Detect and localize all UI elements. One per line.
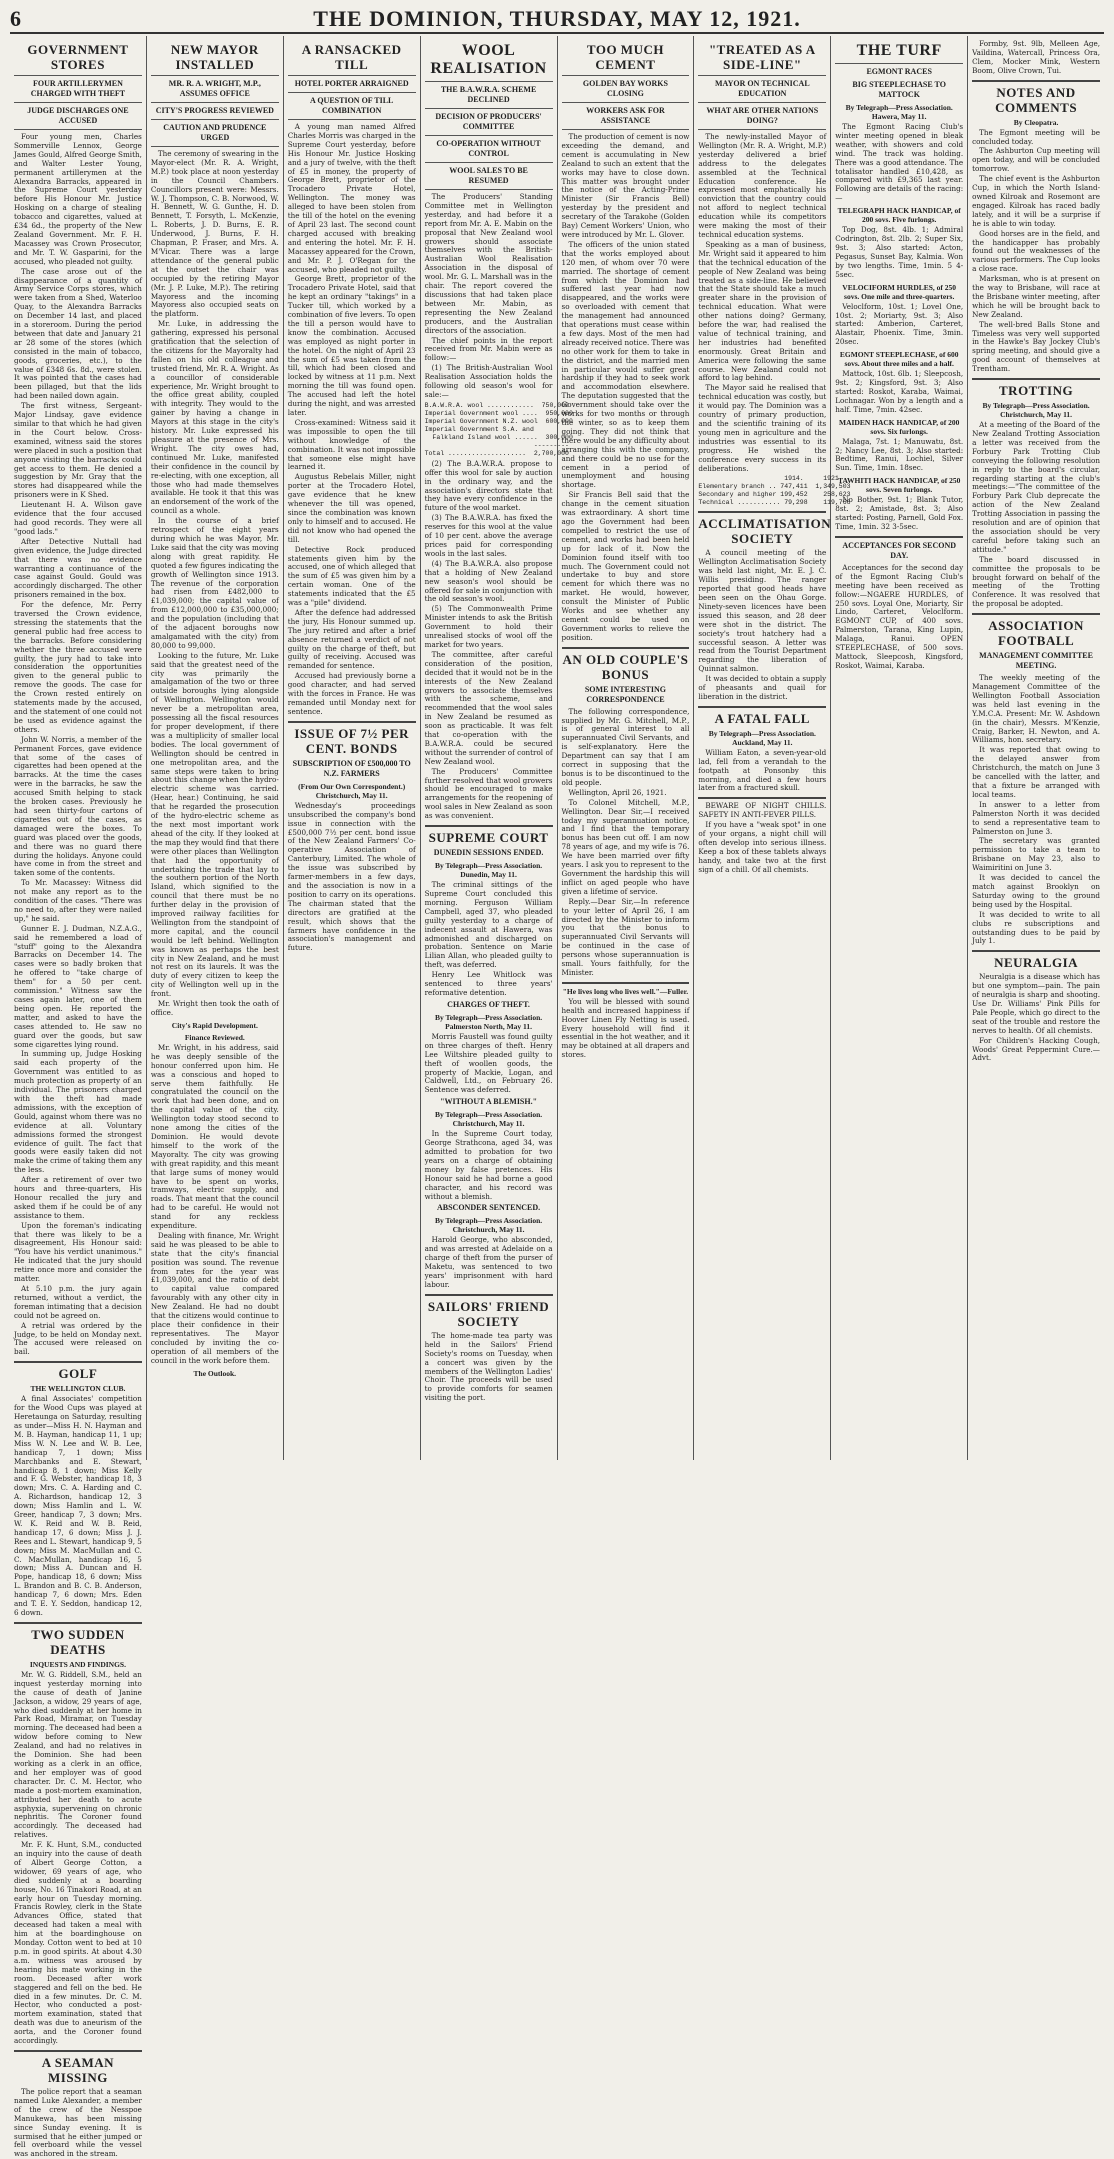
paragraph: (4) The B.A.W.R.A. also propose that a holding of New Zealand new season's wool should be offered for sale in conjunction with the old season's wool. <box>424 558 553 604</box>
deck: SOME INTERESTING CORRESPONDENCE <box>584 684 666 704</box>
deck: CAUTION AND PRUDENCE URGED <box>163 123 267 142</box>
paragraph: Formby, 9st. 9lb, Melleen Age, Vaildina, Watercall, Princess Ora, Clem, Mocker Mink, Western Boom, Olive Crown, Tui. <box>972 39 1100 75</box>
headline-government-stores: GOVERNMENT STORES <box>27 42 129 72</box>
paragraph: Sir Francis Bell said that the change in the cement situation was extraordinary. A short time ago the Government had been compelled to restrict the use of cement, and works had been held up for lack of it. Now the Dominion found itself with too much. The Government could not undertake to buy and store cement for which there was no market. He would, however, consult the Minister of Public Works and see whether any cement could be used on Government works to relieve the position. <box>561 490 690 642</box>
paragraph: A council meeting of the Wellington Acclimatisation Society was held last night, Mr. E. J. C. Willis presiding. The ranger reported that good heads have been seen on the Ohau Gorge. Ninety-seven licences have been issued this season, and 28 deer were shot in the district. The society's trout hatchery had a successful season. A letter was read from the Tourist Department regarding the liberation of Quinnat salmon. <box>698 548 827 674</box>
subhead: By Telegraph—Press Association. Palmerston North, May 11. <box>434 1012 543 1031</box>
deck: ABSCONDER SENTENCED. <box>436 1203 541 1213</box>
deck: CO-OPERATION WITHOUT CONTROL <box>436 139 541 158</box>
article-body <box>562 998 690 1060</box>
paragraph: The weekly meeting of the Management Committee of the Wellington Football Association was held last evening in the Y.M.C.A. Present: Mr. W. Ashdown (in the chair), Messrs. M'Kenzie, Craig, Barker, H. Newton, and A. Williams, hon. secretary. <box>972 673 1100 745</box>
paragraph: Harold George, who absconded, and was arrested at Adelaide on a charge of theft from the purser of Maketu, was sentenced to two years' imprisonment with hard labour. <box>424 1235 553 1289</box>
paragraph: The production of cement is now exceeding the demand, and cement is accumulating in New Zealand to such an extent that the works may have to close down. This matter was brought under the notice of the Acting-Prime Minister (Sir Francis Bell) yesterday by the president and secretary of the Tarakohe (Golden Bay) Cement Workers' Union, who were introduced by Mr. L. Glover. <box>561 132 690 239</box>
paragraph: The board discussed in committee the proposals to be brought forward on behalf of the meeting of the Trotting Conference. It was resolved that the proposal be adopted. <box>972 554 1100 609</box>
paragraph: The case arose out of the disappearance of a quantity of Army Service Corps stores, which were taken from a Shed, Waterloo Quay, to the Alexandra Barracks on December 14 last, and placed in a storeroom. During the period between that date and January 21 ar 28 some of the stores (which consisted in the main of tobacco, goods, groceries, etc.), to the value of £348 6s. 8d., were stolen. It was pointed that the cases had been pillaged, but that the lids had been nailed down again. <box>14 266 142 401</box>
paragraph: Mr. Wright then took the oath of office. <box>150 999 279 1017</box>
paragraph: For the defence, Mr. Perry traversed the Crown evidence, stressing the statements that the general public had free access to the barracks. Before considering whether the three accused were guilty, the jury had to take into consideration the opportunities given to the general public to remove the goods. The case for the Crown rested entirely on statements made by the accused, and the statement of one could not be used as evidence against the others. <box>14 600 142 734</box>
paragraph: A young man named Alfred Charles Morris was charged in the Supreme Court yesterday, before His Honour Mr. Justice Hosking and a jury of twelve, with the theft of £5 in money, the property of George Brett, proprietor of the Trocadero Private Hotel, Wellington. The money was alleged to have been stolen from the till of the hotel on the evening of April 23 last. The second count charged accused with breaking and entering the hotel. Mr. F. H. Macassey appeared for the Crown, and Mr. P. J. O'Regan for the accused, who pleaded not guilty. <box>287 122 416 274</box>
paragraph: (5) The Commonwealth Prime Minister intends to ask the British Government to hold their unrealised stocks of wool off the market for two years. <box>424 604 553 649</box>
paragraph: Reply.—Dear Sir,—In reference to your letter of April 26, I am directed by the Minister to inform you that the bonus to superannuated Civil Servants will be continued in the case of persons whose superannuation is small. Yours faithfully, for the Minister. <box>561 896 690 977</box>
paragraph: It was decided to cancel the match against Brooklyn on Saturday owing to the ground being used by the Hospital. <box>972 873 1100 909</box>
article-body <box>425 881 553 998</box>
deck: "WITHOUT A BLEMISH." <box>440 1097 538 1107</box>
paragraph: In answer to a letter from Palmerston North it was decided to send a representative team to Palmerston on June 3. <box>972 799 1100 836</box>
race-result: Top Dog, 8st. 4lb. 1; Admiral Codrington, 8st. 2lb. 2; Super Six, 9st. 3; Also started: Acton, Pegasus, Sunset Bay, Kalmia. Won by two lengths. Time, 1min. 5 4-5sec. <box>835 225 964 279</box>
column-6 <box>694 36 851 1460</box>
subhead: By Telegraph—Press Association. Christchurch, May 11. <box>434 1216 543 1235</box>
article-body <box>425 193 553 400</box>
deck: ACCEPTANCES FOR SECOND DAY. <box>842 540 956 560</box>
headline-supreme-court: SUPREME COURT <box>428 830 549 846</box>
deck: SUBSCRIPTION OF £500,000 TO N.Z. FARMERS <box>292 758 411 778</box>
subhead: THE WELLINGTON CLUB. <box>30 1384 126 1394</box>
page-number: 6 <box>10 6 21 31</box>
race-results <box>835 206 963 532</box>
paragraph: Cross-examined: Witness said it was impossible to open the till without knowledge of the combination. It was not impossible that someone else might have learned it. <box>287 417 416 472</box>
headline-too-much-cement: TOO MUCH CEMENT <box>586 42 664 72</box>
article-body <box>698 133 826 473</box>
deck: WOOL SALES TO BE RESUMED <box>449 166 528 185</box>
paper-title: THE DOMINION, THURSDAY, MAY 12, 1921. <box>313 6 801 31</box>
paragraph: Mr. Wright, in his address, said he was deeply sensible of the honour conferred upon him. He was a conscious and hoped to serve them faithfully. He congratulated the council on the work that had been done, and on the capital value of the city. Wellington today stood second to none among the cities of the Dominion. He would devote himself to the work of the Mayoralty. The city was growing with great rapidity, and this meant that large sums of money would have to be spent on works, tramways, electric supply, and roads. That meant that the council had to be careful. He would not stand for any reckless expenditure. <box>150 1042 279 1231</box>
deck: FOUR ARTILLERYMEN CHARGED WITH THEFT <box>30 79 126 98</box>
paragraph: (1) The British-Australian Wool Realisation Association holds the following old season's wool for sale:— <box>424 363 553 399</box>
paragraph: In the course of a brief retrospect of the eight years during which he was Mayor, Mr. Luke said that the city was moving along with great rapidity. He quoted a few figures indicating the growth of Wellington since 1913. The revenue of the corporation had risen from £482,000 to £1,039,000; the capital value of from £12,000,000 to £35,000,000; and the population (including that of the adjacent boroughs now amalgamated with the city) from 80,000 to 99,000. <box>150 516 279 650</box>
article-body <box>972 421 1100 609</box>
paragraph: It was reported that owing to the delayed answer from Christchurch, the match on June 3 be cancelled with the latter, and that a fixture be arranged with local teams. <box>972 745 1100 799</box>
paragraph: A final Associates' competition for the Wood Cups was played at Heretaunga on Saturday, resulting as under—Miss H. N. Hayman and M. B. Hayman, handicap 11, 1 up; Miss W. N. Lee and W. B. Lee, handicap 7, 1 down; Miss Marchbanks and E. Stewart, handicap 8, 1 down; Miss Kelly and F. G. Webster, handicap 18, 3 down; Mrs. C. A. Harding and C. A. Richardson, handicap 12, 3 down; Miss Hamlin and L. W. Greer, handicap 7, 3 down; Mrs. W. K. Reid and W. B. Reid, handicap 17, 6 down; Miss J. J. Rees and L. Stewart, handicap 9, 5 down; Miss M. MacMullan and C. C. MacMullan, handicap 16, 5 down; Miss A. Duncan and H. Pope, handicap 18, 6 down; Miss L. Brandon and B. C. B. Anderson, handicap 7, 6 down; Mrs. Eden and T. E. Y. Seddon, handicap 12, 6 down. <box>14 1394 142 1617</box>
column-4 <box>421 36 573 1460</box>
paragraph: Lieutenant H. A. Wilson gave evidence that the four accused had good records. They were all "good lads." <box>14 500 142 536</box>
deck: GOLDEN BAY WORKS CLOSING <box>582 79 668 98</box>
paragraph: The Egmont meeting will be concluded today. <box>972 127 1100 146</box>
race-result: Veloclform, 10st. 1; Lovel One, 10st. 2; Moriarty, 9st. 3; Also started: Amberion, Carteret, Alastair, Phoenix. Time, 3min. 20sec. <box>835 301 964 347</box>
race-title: MAIDEN HACK HANDICAP, of 200 sovs. Six furlongs. <box>839 417 960 436</box>
headline-bonds: ISSUE OF 7½ PER CENT. BONDS <box>294 725 410 756</box>
deck: WHAT ARE OTHER NATIONS DOING? <box>706 106 819 125</box>
paragraph: The Ashburton Cup meeting will open today, and will be concluded tomorrow. <box>972 146 1100 174</box>
paragraph: The committee, after careful consideration of the position, decided that it would not be in the interests of the New Zealand growers to associate themselves with the scheme, and recommended that the wool sales in New Zealand be resumed as soon as practicable. It was felt that co-operation with the B.A.W.R.A. could be secured without the surrender of control of New Zealand wool. <box>424 649 553 766</box>
paragraph: Dealing with finance, Mr. Wright said he was pleased to be able to state that the city's financial position was sound. The revenue from rates for the year was £1,039,000, and the ratio of debt to capital value compared favourably with any other city in New Zealand. He had no doubt that the citizens would continue to place their confidence in their representatives. The Mayor concluded by inviting the co-operation of all members of the council in the work before them. <box>150 1230 279 1365</box>
race-result: No Bother, 9st. 1; Blank Tutor, 8st. 2; Amistade, 8st. 3; Also started: Posting, Parnell, Gold Fox. Time, 1min. 32 3-5sec. <box>835 495 964 531</box>
subhead: By Telegraph—Press Association. Hawera, May 11. <box>845 103 953 121</box>
article-body <box>835 564 963 671</box>
deck: MANAGEMENT COMMITTEE MEETING. <box>979 651 1093 671</box>
article-body <box>835 123 963 203</box>
paragraph: Acceptances for the second day of the Egmont Racing Club's meeting have been received as follow:—NGAERE HURDLES, of 250 sovs. Loyal One, Moriarty, Sir Lindo, Carteret, Veloclform. EGMONT CUP, of 400 sovs. Palmerston, Tarana, King Lupin, Malaga, Ranui. OPEN STEEPLECHASE, of 500 sovs. Mattock, Sleepcosh, Kingsford, Roskot, Waimai, Karaba. <box>835 562 964 670</box>
advert-quote: "He lives long who lives well."—Fuller. <box>562 986 689 996</box>
article-body <box>14 2088 142 2159</box>
headline-wool-realisation: WOOL REALISATION <box>430 42 547 77</box>
column-2 <box>147 36 284 1460</box>
paragraph: The secretary was granted permission to take a team to Brisbane on May 23, also to Waimiritini on June 3. <box>972 836 1100 873</box>
paragraph: Wellington, April 26, 1921. <box>568 787 667 797</box>
paragraph: The newly-installed Mayor of Wellington (Mr. R. A. Wright, M.P.) yesterday delivered a brief address to the delegates assembled at the Technical Education conference. He expressed most emphatically his conviction that the country could not afford to neglect technical education while its competitors were making the most of their technical education systems. <box>698 132 827 239</box>
article-body <box>151 1044 279 1366</box>
race-title: VELOCIFORM HURDLES, of 250 sovs. One mile and three-quarters. <box>842 282 957 301</box>
paragraph: The Producers' Committee further resolved that wool growers should be encouraged to make arrangements for the reopening of wool sales in New Zealand as soon as was convenient. <box>424 766 553 821</box>
column-1 <box>10 36 147 2159</box>
article-body <box>425 1236 553 1289</box>
paragraph: After the defence had addressed the jury, His Honour summed up. The jury retired and after a brief absence returned a verdict of not guilty on the charge of theft, but guilty of receiving. Accused was remanded for sentence. <box>287 607 416 671</box>
paragraph: In summing up, Judge Hosking said each property of the Government was entitled to as much protection as property of an individual. The prisoners charged with the theft had made admissions, with the exception of Gould, against whom there was no evidence at all. Voluntary admissions formed the strongest evidence of guilt. The fact that goods were easily taken did not make the crime of taking them any the less. <box>14 1049 142 1175</box>
headline-acclimatisation: ACCLIMATISATION SOCIETY <box>698 516 832 547</box>
headline-association-football: ASSOCIATION FOOTBALL <box>988 618 1084 649</box>
subhead: By Telegraph—Press Association. Auckland, May 11. <box>708 728 816 747</box>
article-body <box>972 129 1100 374</box>
paragraph: Four young men, Charles Sommerville Lennox, George James Gould, Alfred George Smith, and Walter Lester Young, permanent artillerymen at the Alexandra Barracks, appeared in the Supreme Court yesterday before His Honour Mr. Justice Hosking on a charge of stealing tobacco and cigarettes, valued at £34 6d., the property of the New Zealand Government. Mr. F. H. Macassey was Crown Prosecutor, and Mr. T. W. Gasparini, for the accused, who pleaded not guilty. <box>14 132 142 266</box>
paragraph: Henry Lee Whitlock was sentenced to three years' reformative detention. <box>424 970 553 997</box>
headline-new-mayor: NEW MAYOR INSTALLED <box>170 42 259 72</box>
advert <box>698 802 826 874</box>
article-body <box>425 1332 553 1403</box>
paragraph: Good horses are in the field, and the handicapper has probably found out the weaknesses of the various performers. The Cup looks a close race. <box>972 228 1100 274</box>
paragraph: Augustus Rebelais Miller, night porter at the Trocadero Hotel, gave evidence that he knew whenever the till was opened, since the combination was known only to himself and to accused. He did not know who had opened the till. <box>287 472 416 544</box>
paragraph: Morris Faustell was found guilty on three charges of theft. Henry Lee Wiltshire pleaded guilty to theft of woollen goods, the property of Mackie, Logan, and Caldwell, Ltd., on February 26. Sentence was deferred. <box>424 1031 553 1095</box>
deck: HOTEL PORTER ARRAIGNED <box>294 79 409 88</box>
article-body <box>562 133 690 643</box>
race-title: TAWHITI HACK HANDICAP, of 250 sovs. Seven furlongs. <box>838 476 961 495</box>
race-result: Mattock, 10st. 6lb. 1; Sleepcosh, 9st. 2; Kingsford, 9st. 3; Also started: Roskot, Karaba, Waimai, Lochnagar. Won by a length and a half. Time, 7min. 42sec. <box>835 369 964 414</box>
paragraph: The chief points in the report received from Mr. Mabin were as follow:— <box>424 335 553 363</box>
article-body <box>14 1671 142 2046</box>
paragraph: The officers of the union stated that the works employed about 120 men, of whom over 70 were married. The shortage of cement from which the Dominion had suffered last year had now disappeared, and the works were so overloaded with cement that the management had announced that operations must cease within a few days. Most of the men had already received notice. There was no other work for them to take in the district, and the married men in particular would suffer great hardship if they had to seek work and accommodation elsewhere. The deputation suggested that the Government should take over the works for two months or through the winter, so as to keep them going. They did not think that there would be any difficulty about arranging this with the company, and there could be no use for the cement in a period of unemployment and housing shortage. <box>561 239 690 490</box>
paragraph: Looking to the future, Mr. Luke said that the greatest need of the city was primarily the amalgamation of the two or three outside boroughs lying alongside of Wellington. Wellington would never be a metropolitan area, possessing all the fiscal resources for proper development, if there was a multiplicity of smaller local bodies. The local government of Wellington should be centred in one metropolitan area, and the same steps were taken to bring about this change when the hydro-electric scheme was carried. (Hear, hear.) Continuing, he said that he regarded the prosecution of the hydro-electric scheme as the next most important work ahead of the city. If they looked at the map they would find that there were other places than Wellington that had the opportunity of undertaking the trade that lay to the southern portion of the North Island, which signified to the council that there must be no further delay in the provision of improved railway facilities for Wellington from the standpoint of more capital, and the council would be left behind. Wellington was known as perhaps the best city in New Zealand, and he must not rest on its laurels. It was the duty of every citizen to keep the city of Wellington well up in the front. <box>150 650 279 999</box>
article-body <box>288 123 416 717</box>
paragraph: (3) The B.A.W.R.A. has fixed the reserves for this wool at the value of 10 per cent. above the average prices paid for corresponding wools in the last sales. <box>424 513 553 558</box>
paragraph: Mr. F. K. Hunt, S.M., conducted an inquiry into the cause of death of Albert George Cotton, a widower, 69 years of age, who died suddenly at a boarding house, No. 16 Tinakori Road, at an early hour on Tuesday morning. Francis Rowley, clerk in the State Advances Office, stated that deceased had taken a meal with him at the boardinghouse on Monday. Cotton went to bed at 10 p.m. in good spirits. At about 4.30 a.m. witness was aroused by hearing his mate working in the room. Deceased after work staggered and fell on the bed. He died in a few minutes. Dr. C. M. Hector, who conducted a post-mortem examination, stated that death was due to aneurism of the aorta, and the Coroner found accordingly. <box>14 1840 142 2046</box>
article-body <box>14 1395 142 1618</box>
paragraph: (2) The B.A.W.R.A. propose to offer this wool for sale by auction in the ordinary way, and the association's directors state that they have every confidence in the future of the wool market. <box>424 458 553 513</box>
paragraph: William Eaton, a seven-year-old lad, fell from a verandah to the footpath at Ponsonby this morning, and died a few hours later from a fractured skull. <box>698 747 827 793</box>
paragraph: Wednesday's proceedings unsubscribed the company's bond issue in connection with the £500,000 7½ per cent. bond issue of the New Zealand Farmers' Co-operative Association of Canterbury, Limited. The whole of the issue was subscribed by farmer-members in a few days, and the association is now in a position to carry on its operations. The chairman stated that the directors are gratified at the result, which shows that the farmers have confidence in the association's management and future. <box>287 800 416 953</box>
paragraph: The home-made tea party was held in the Sailors' Friend Society's rooms on Tuesday, when a concert was given by the members of the Wellington Ladies' Choir. The proceeds will be used to provide comforts for seamen visiting the port. <box>424 1330 553 1403</box>
paragraph: It was decided to obtain a supply of pheasants and quail for liberation in the district. <box>698 674 827 701</box>
paragraph: The ceremony of swearing in the Mayor-elect (Mr. R. A. Wright, M.P.) took place at noon yesterday in the Council Chambers. Councillors present were: Messrs. W. J. Thompson, C. B. Norwood, W. H. Bennett, W. G. Gunthe, H. D. Bennett, T. Forsyth, L. McKenzie, L. Roberts, J. D. Burns, E. R. Underwood, J. Burns, F. H. Chapman, P. Fraser, and Mrs. A. M'Vicar. There was a large attendance of the general public at the outset the chair was occupied by the retiring Mayor (Mr. J. P. Luke, M.P.). The retiring Mayoress and the incoming Mayoress also occupied seats on the platform. <box>150 149 279 319</box>
paragraph: A retrial was ordered by the Judge, to be held on Monday next. The accused were released on bail. <box>14 1320 142 1357</box>
paragraph: To Mr. Macassey: Witness did not make any report as to the condition of the cases. "There was no need to, after they were nailed up," he said. <box>14 878 142 923</box>
headline-trotting: TROTTING <box>999 383 1074 399</box>
deck: WORKERS ASK FOR ASSISTANCE <box>586 106 665 125</box>
paragraph: The Egmont Racing Club's winter meeting opened in bleak weather, with showers and cold wind. The track was holding. There was a good attendance. The totalisator handled £10,428, as compared with £9,365 last year. Following are details of the racing:— <box>835 122 964 203</box>
deck: BIG STEEPLECHASE TO MATTOCK <box>852 80 946 99</box>
paragraph: If you have a "weak spot" in one of your organs, a night chill will often develop into serious illness. Keep a box of these tablets always handy, and take two at the first sign of a chill. Of all chemists. <box>698 820 827 874</box>
paragraph: Accused had previously borne a good character, and had served with the forces in France. He was remanded until Monday next for sentence. <box>287 671 416 716</box>
paragraph: Speaking as a man of business, Mr. Wright said it appeared to him that the technical education of the people of New Zealand was being treated as a side-line. He believed that the State should take a much greater share in the provision of technical education. What were other nations doing? Germany, before the war, had realised the value of technical training, and her industries had benefited enormously. Great Britain and America were following the same course. New Zealand could not afford to lag behind. <box>698 239 827 383</box>
race-result: Malaga, 7st. 1; Manuwatu, 8st. 2; Nancy Lee, 8st. 3; Also started: Bedtime, Ranui, Lochiel, Silver Sun. Time, 1min. 18sec. <box>835 436 964 473</box>
deck: MR. R. A. WRIGHT, M.P., ASSUMES OFFICE <box>168 79 261 98</box>
article-body <box>972 973 1100 1063</box>
race-title: EGMONT STEEPLECHASE, of 600 sovs. About three miles and a half. <box>839 350 959 369</box>
subhead: By Telegraph—Press Association. Christchurch, May 11. <box>434 1110 543 1129</box>
headline-fatal-fall: A FATAL FALL <box>714 710 810 726</box>
article-body <box>698 549 826 701</box>
headline-the-turf: THE TURF <box>856 42 942 59</box>
paragraph: Upon the foreman's indicating that there was likely to be a disagreement, His Honour said: "You have his verdict unanimous." He indicated that the jury should retire once more and consider the matter. <box>14 1220 142 1284</box>
subhead: Finance Reviewed. <box>184 1032 245 1042</box>
headline-sailors-friend: SAILORS' FRIEND SOCIETY <box>427 1298 550 1329</box>
deck: EGMONT RACES <box>866 67 932 76</box>
headline-notes-comments: NOTES AND COMMENTS <box>995 84 1078 115</box>
headline-golf: GOLF <box>58 1366 98 1382</box>
deck: MAYOR ON TECHNICAL EDUCATION <box>714 79 810 98</box>
paragraph: George Brett, proprietor of the Trocadero Private Hotel, said that he kept an ordinary "takings" in a Tucker till, which worked by a combination of five levers. To open the till a person would have to know the combination. Accused was employed as night porter in the hotel. On the night of April 23 the sum of £5 was taken from the till, which had been closed and locked by witness at 11 p.m. Next morning the till was found open. The accused had left the hotel during the night, and was arrested later. <box>287 274 416 417</box>
deck: A QUESTION OF TILL COMBINATION <box>310 96 394 115</box>
paragraph: For Children's Hacking Cough, Woods' Great Peppermint Cure.—Advt. <box>972 1035 1100 1063</box>
paragraph: The chief event is the Ashburton Cup, in which the North Island-owned Kilroak and Rosemont are engaged. Kilroak has raced badly lately, and it will be a surprise if he is able to win today. <box>972 174 1100 228</box>
headline-side-line: "TREATED AS A SIDE-LINE" <box>708 42 816 72</box>
column-8 <box>968 36 1104 1460</box>
deck: THE B.A.W.R.A. SCHEME DECLINED <box>440 85 537 104</box>
article-body <box>425 1130 553 1201</box>
headline-sudden-deaths: TWO SUDDEN DEATHS <box>31 1626 125 1657</box>
subhead: City's Rapid Development. <box>171 1020 258 1030</box>
deck: CITY'S PROGRESS REVIEWED <box>155 106 274 115</box>
paragraph: It was decided to write to all clubs re subscriptions and outstanding dues to be paid by July 1. <box>972 909 1100 946</box>
paragraph: The first witness, Sergeant-Major Lindsay, gave evidence similar to that which he had given in the Court below. Cross-examined, witness said the stores were placed in such a position that anyone visiting the barracks could get access to them. He denied a suggestion by Mr. Gray that the stores had disappeared while the prisoners were in K Shed. <box>14 401 142 500</box>
headline-ransacked-till: A RANSACKED TILL <box>301 42 402 72</box>
wool-table: B.A.W.R.A. wool ............ 750,000 Imperial Government wool .... 950,000 Imperial Government N.Z. wool 600,000 Imperial Government S.A. and Falkland Island wool ...... 300,000 --------- Total .................... 2,700,000 <box>424 401 573 457</box>
article-body <box>425 460 553 821</box>
paragraph: Gunner E. J. Dudman, N.Z.A.G., said he remembered a load of "stuff" going to the Alexandra Barracks on December 14. The cases were so badly broken that he offered to "take charge of them" for a 50 per cent. commission." Witness saw the cases again later, one of them being open. He reported the matter, and asked to have the cases attended to. He saw no guard over the goods, but saw some cigarettes lying round. <box>14 923 142 1049</box>
paragraph: The Mayor said he realised that technical education was costly, but it would pay. The Dominion was a country of primary production, and the scientific training of its young men in agriculture and the industries was essential to its progress. He wished the conference every success in its deliberations. <box>698 383 827 473</box>
paragraph: John W. Norris, a member of the Permanent Forces, gave evidence that some of the cases of cigarettes had been opened at the barracks. At the time the cases were in the barracks, he saw the accused Smith helping to stack the broken cases. Previously he had seen thirty-four cartons of cigarettes out of the cases, as damaged were the boxes. To guard was placed over the goods, and there was no guard there during the holidays. Anyone could have come in from the street and taken some of the contents. <box>14 734 142 878</box>
paragraph: At 5.10 p.m. the jury again returned, without a verdict, the foreman intimating that a decision could not be agreed on. <box>14 1284 142 1320</box>
race-title: TELEGRAPH HACK HANDICAP, of 200 sovs. Five furlongs. <box>837 206 961 225</box>
masthead <box>10 6 1104 34</box>
paragraph: After Detective Nuttall had given evidence, the Judge directed that there was no evidence warranting a continuance of the case against Gould. Gould was accordingly discharged. The other prisoners remained in the box. <box>14 536 142 600</box>
paragraph: Neuralgia is a disease which has but one symptom—pain. The pain of neuralgia is sharp and shooting. Use Dr. Williams' Pink Pills for Pale People, which go direct to the seat of the trouble and restore the nerves to health. Of all chemists. <box>972 972 1100 1035</box>
paragraph: Detective Rock produced statements given him by the accused, one of which alleged that the sum of £5 was given him by a certain woman. One of the statements indicated that the £5 was a "pile" dividend. <box>287 544 416 608</box>
subhead: (From Our Own Correspondent.) Christchurch, May 11. <box>298 781 406 800</box>
paragraph: In the Supreme Court today, George Strathcona, aged 34, was admitted to probation for two years on a charge of obtaining money by false pretences. His Honour said he had borne a good character, and his record was without a blemish. <box>424 1129 553 1201</box>
column-5 <box>558 36 695 1460</box>
paragraph: Mr. Luke, in addressing the gathering, expressed his personal gratification that the selection of the citizens for the Mayoralty had fallen on his old colleague and trusted friend, Mr. R. A. Wright. As a councillor of considerable experience, Mr. Wright brought to the office great ability, coupled with integrity. They would to the gainer by having a change in Mayors at this stage in the city's history. Mr. Luke expressed his pleasure at the presence of Mrs. Wright. The city owes had, continued Mr. Luke, manifested their confidence in the council by re-electing, with one exception, all those who had made themselves available. He took it that this was an endorsement of the work of the council as a whole. <box>150 319 279 516</box>
headline-seaman-missing: A SEAMAN MISSING <box>41 2054 115 2085</box>
paragraph: The well-bred Balls Stone and Timeless was very well supported in the Hawke's Bay Jockey Club's spring meeting, and should give a good account of themselves at Trentham. <box>972 319 1100 374</box>
article-body <box>151 150 279 1018</box>
paragraph: Mr. W. G. Riddell, S.M., held an inquest yesterday morning into the cause of death of Janine Jackson, a widow, 29 years of age, who died suddenly at her home in Park Road, Miramar, on Tuesday morning. The deceased had been a widow before coming to New Zealand, and had no relatives in the Dominion. She had been working as a clerk in an office, and her employer was of good character. Dr. C. M. Hector, who made a post-mortem examination, attributed her death to acute asphyxia, supervening on chronic nephritis. The Coroner found accordingly. The deceased had relatives. <box>14 1669 142 1840</box>
deck: DECISION OF PRODUCERS' COMMITTEE <box>435 112 542 131</box>
subhead: By Telegraph—Press Association. Christchurch, May 11. <box>982 401 1090 420</box>
column-3 <box>284 36 421 1460</box>
article-body <box>14 133 142 1357</box>
education-table: 1914. 1921. Elementary branch .. 747,411 1,349,503 Secondary and higher 199,452 258,623 Technical ........... 79,298 119,766 <box>698 475 851 507</box>
article-body <box>972 40 1100 76</box>
subhead: INQUESTS AND FINDINGS. <box>29 1659 126 1669</box>
paragraph: The following correspondence, supplied by Mr. G. Mitchell, M.P., is of general interest to all superannuated Civil Servants, and is self-explanatory. Here the Department can say that I am correct in supposing that the bonus is to be discontinued to the old people. <box>561 706 690 787</box>
paragraph: BEWARE OF NIGHT CHILLS. SAFETY IN ANTI-FEVER PILLS. <box>698 801 827 820</box>
paragraph: Marksman, who is at present on the way to Brisbane, will race at the Brisbane winter meeting, after which he will be brought back to New Zealand. <box>972 274 1100 319</box>
deck: DUNEDIN SESSIONS ENDED. <box>433 848 544 858</box>
article-body <box>562 708 690 978</box>
article-body <box>972 674 1100 946</box>
article-body <box>288 802 416 953</box>
deck: JUDGE DISCHARGES ONE ACCUSED <box>27 106 129 125</box>
article-body <box>698 749 826 794</box>
paragraph: The criminal sittings of the Supreme Court concluded this morning. Ferguson William Campbell, aged 37, who pleaded guilty yesterday to a charge of indecent assault at Hawera, was admonished and discharged on probation. Sentence on Marie Lilian Allan, who pleaded guilty to theft, was deferred. <box>424 880 553 970</box>
deck: CHARGES OF THEFT. <box>447 999 530 1009</box>
paragraph: To Colonel Mitchell, M.P., Wellington. Dear Sir,—I received today my superannuation notice, and I find that the temporary bonus has been cut off. I am now 78 years of age, and my wife is 76. We have been married over fifty years. I ask you to represent to the Government the hardship this will inflict on aged people who have given a lifetime of service. <box>561 797 690 896</box>
subhead: By Telegraph—Press Association. Dunedin, May 11. <box>434 861 543 880</box>
byline: By Cleopatra. <box>1013 117 1059 127</box>
paragraph: At a meeting of the Board of the New Zealand Trotting Association a letter was received from the Forbury Park Trotting Club conveying the following resolution in reply to the board's circular, regarding starting at the club's meetings:—"The committee of the Forbury Park Club deprecate the action of the New Zealand Trotting Association in passing the resolution and are of opinion that the association should be very careful before taking such an attitude." <box>972 420 1100 554</box>
paragraph: You will be blessed with sound health and increased happiness if Hoover Linen Fly Netting is used. Every household will find it essential in the hot weather, and it may be obtained at all drapers and stores. <box>561 996 690 1060</box>
paragraph: The Producers' Standing Committee met in Wellington yesterday, and had before it a report from Mr. A. E. Mabin on the proposal that New Zealand wool growers should associate themselves with the British-Australian Wool Realisation Association in the disposal of wool. Mr. G. L. Marshall was in the chair. The report covered the discussions that had taken place between Mr. Mabin, as representing the New Zealand producers, and the Australian directors of the association. <box>424 192 553 335</box>
paragraph: After a retirement of over two hours and three-quarters, His Honour recalled the jury and asked them if he could be of any assistance to them. <box>14 1175 142 1220</box>
headline-neuralgia: NEURALGIA <box>994 955 1079 971</box>
article-body <box>425 1033 553 1095</box>
column-7 <box>831 36 968 1460</box>
headline-old-couple: AN OLD COUPLE'S BONUS <box>562 651 689 682</box>
subhead: The Outlook. <box>193 1368 237 1378</box>
paragraph: The police report that a seaman named Luke Alexander, a member of the crew of the Nesspoe Manukewa, has been missing since Sunday evening. It is surmised that he either jumped or fell overboard while the vessel was anchored in the stream. <box>14 2086 142 2159</box>
